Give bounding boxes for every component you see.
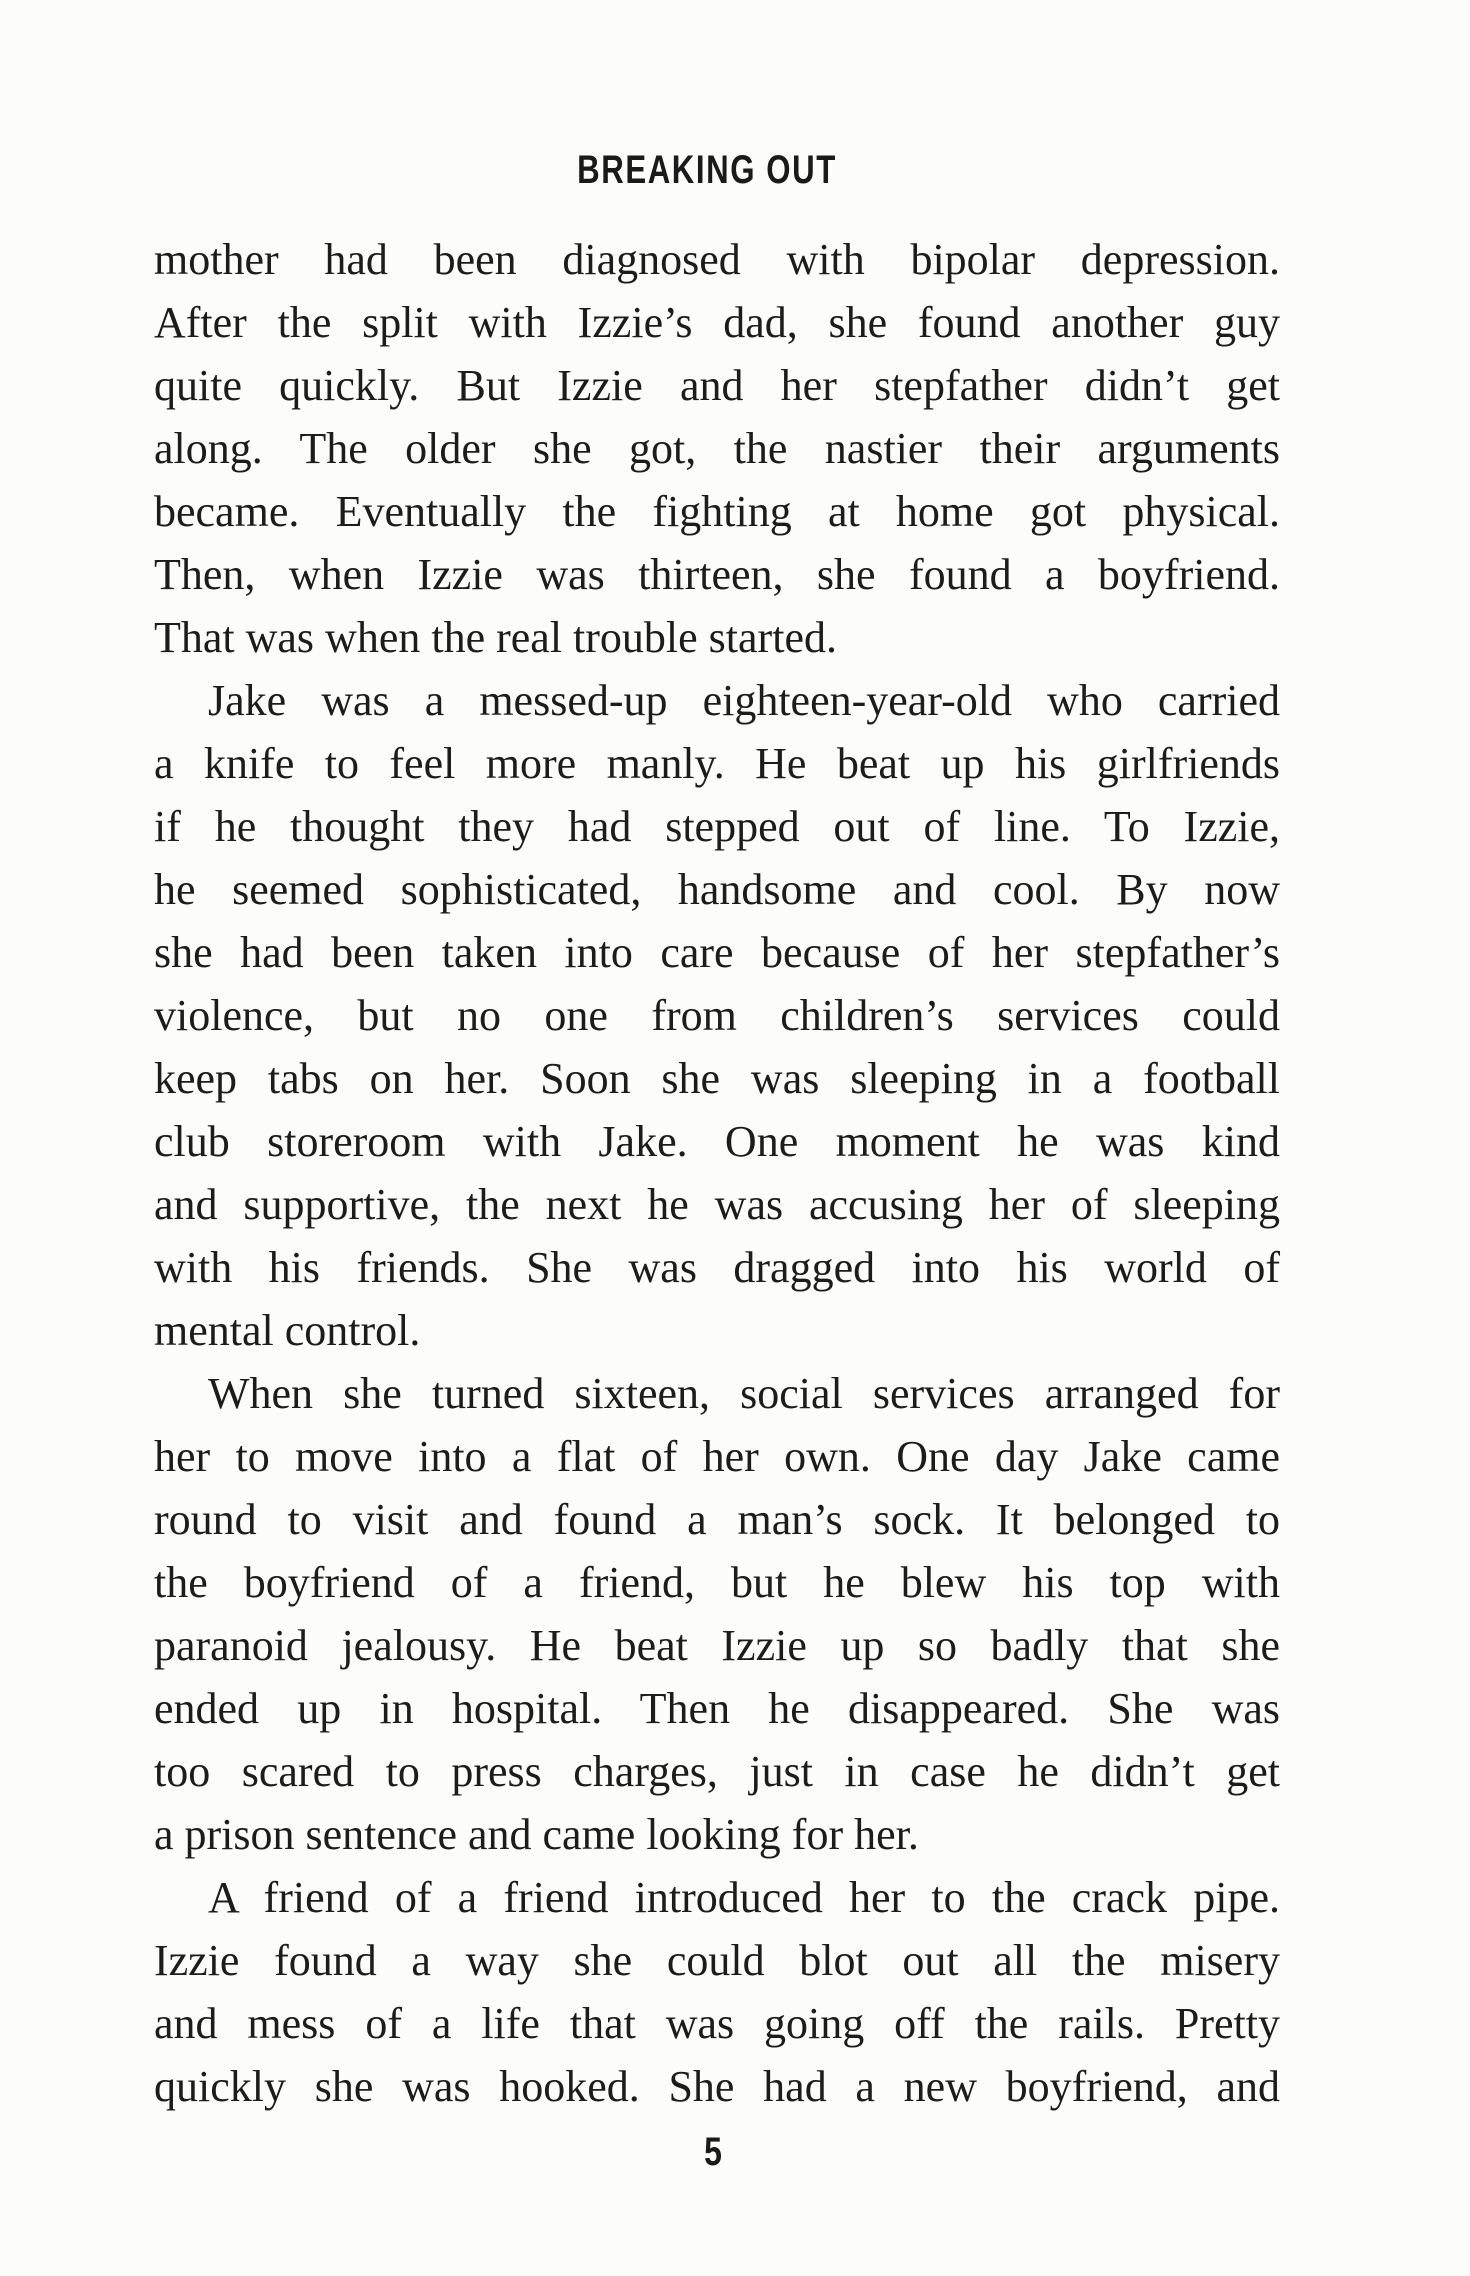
text-line: she had been taken into care because of her stepfather’s bbox=[154, 928, 1280, 977]
text-line: club storeroom with Jake. One moment he was kind bbox=[154, 1117, 1280, 1166]
text-line: Izzie found a way she could blot out all the misery bbox=[154, 1936, 1280, 1985]
paragraph bbox=[154, 1362, 1280, 1866]
text-line: became. Eventually the fighting at home got physical. bbox=[154, 487, 1280, 536]
paragraph bbox=[154, 669, 1280, 1362]
text-line: ended up in hospital. Then he disappeared. She was bbox=[154, 1684, 1280, 1733]
text-line: with his friends. She was dragged into his world of bbox=[154, 1243, 1280, 1292]
text-line: along. The older she got, the nastier their arguments bbox=[154, 424, 1280, 473]
text-line: paranoid jealousy. He beat Izzie up so badly that she bbox=[154, 1621, 1280, 1670]
text-line: her to move into a flat of her own. One day Jake came bbox=[154, 1432, 1280, 1481]
text-line: mother had been diagnosed with bipolar depression. bbox=[154, 235, 1280, 284]
text-line: he seemed sophisticated, handsome and cool. By now bbox=[154, 865, 1280, 914]
text-line: and mess of a life that was going off the rails. Pretty bbox=[154, 1999, 1280, 2048]
text-line: Then, when Izzie was thirteen, she found a boyfriend. bbox=[154, 550, 1280, 599]
text-line: mental control. bbox=[154, 1306, 421, 1355]
text-line: a prison sentence and came looking for her. bbox=[154, 1810, 919, 1859]
text-line: round to visit and found a man’s sock. It belonged to bbox=[154, 1495, 1280, 1544]
text-line: That was when the real trouble started. bbox=[154, 613, 837, 662]
text-line: quite quickly. But Izzie and her stepfather didn’t get bbox=[154, 361, 1280, 410]
running-title: BREAKING OUT bbox=[577, 148, 837, 192]
text-line: violence, but no one from children’s services could bbox=[154, 991, 1280, 1040]
text-line: keep tabs on her. Soon she was sleeping in a football bbox=[154, 1054, 1280, 1103]
text-line: After the split with Izzie’s dad, she found another guy bbox=[154, 298, 1280, 347]
text-line: if he thought they had stepped out of line. To Izzie, bbox=[154, 802, 1280, 851]
text-line: a knife to feel more manly. He beat up his girlfriends bbox=[154, 739, 1280, 788]
text-line: quickly she was hooked. She had a new boyfriend, and bbox=[154, 2062, 1280, 2111]
text-line: too scared to press charges, just in case he didn’t get bbox=[154, 1747, 1280, 1796]
body-text bbox=[154, 228, 1280, 2118]
paragraph bbox=[154, 1866, 1280, 2118]
text-line: A friend of a friend introduced her to the crack pipe. bbox=[208, 1873, 1280, 1922]
text-line: the boyfriend of a friend, but he blew his top with bbox=[154, 1558, 1280, 1607]
text-line: When she turned sixteen, social services arranged for bbox=[208, 1369, 1280, 1418]
paragraph bbox=[154, 228, 1280, 669]
page-number: 5 bbox=[704, 2130, 722, 2174]
text-line: and supportive, the next he was accusing her of sleeping bbox=[154, 1180, 1280, 1229]
text-line: Jake was a messed-up eighteen-year-old who carried bbox=[208, 676, 1280, 725]
